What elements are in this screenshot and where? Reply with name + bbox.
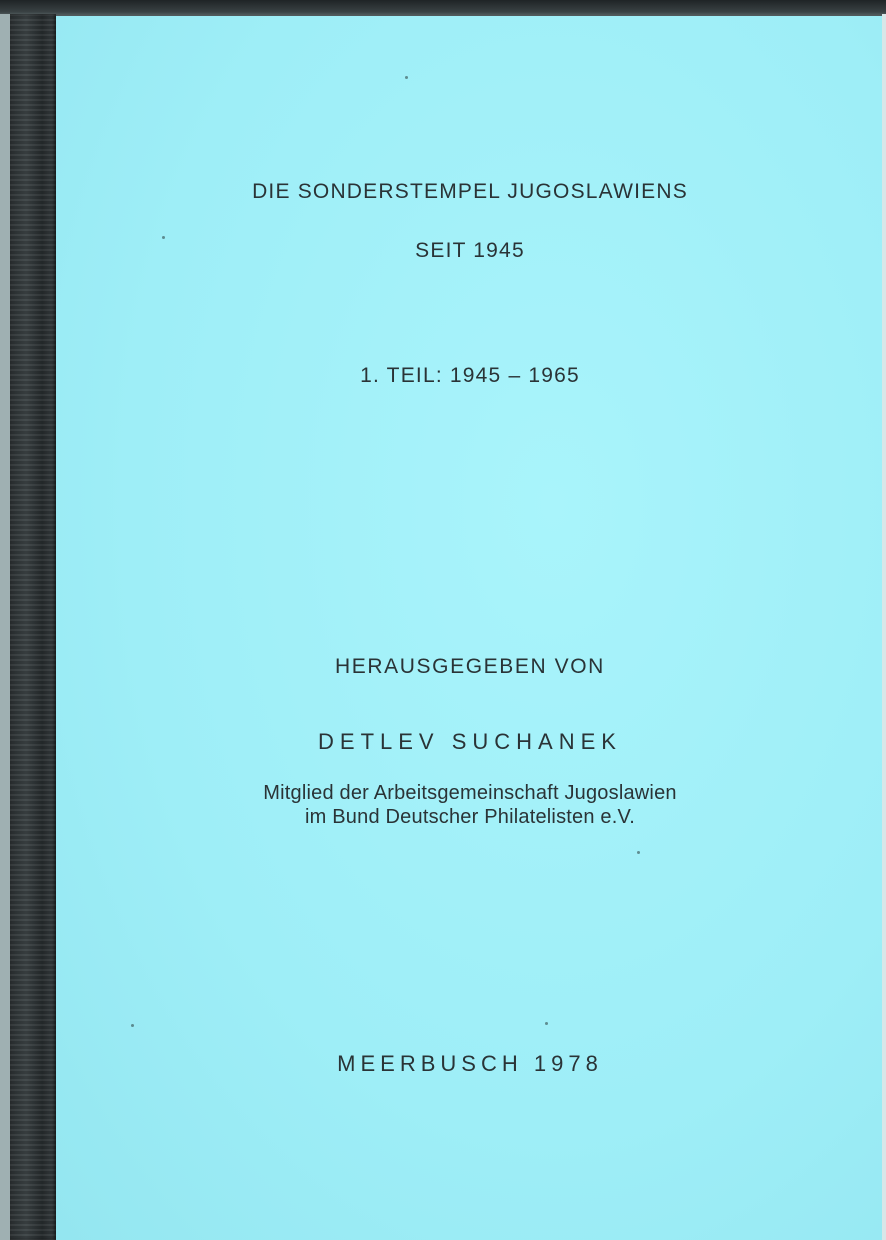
publisher-label: HERAUSGEGEBEN VON (335, 655, 605, 678)
paper-speck (545, 1022, 548, 1025)
author-affiliation (56, 781, 884, 829)
place-year: MEERBUSCH 1978 (337, 1051, 603, 1076)
left-page-edge (0, 14, 10, 1240)
paper-speck (405, 76, 408, 79)
paper-speck (637, 851, 640, 854)
cover-part: 1. TEIL: 1945 – 1965 (360, 364, 580, 387)
paper-speck (162, 236, 165, 239)
paper-speck (131, 1024, 134, 1027)
affiliation-line-2: im Bund Deutscher Philatelisten e.V. (305, 806, 635, 828)
cover-title: DIE SONDERSTEMPEL JUGOSLAWIENS (252, 180, 688, 203)
cover-subtitle: SEIT 1945 (415, 239, 525, 262)
binding-spine (10, 14, 56, 1240)
author-name: DETLEV SUCHANEK (318, 729, 622, 754)
affiliation-line-1: Mitglied der Arbeitsgemeinschaft Jugoslawien (263, 782, 677, 804)
